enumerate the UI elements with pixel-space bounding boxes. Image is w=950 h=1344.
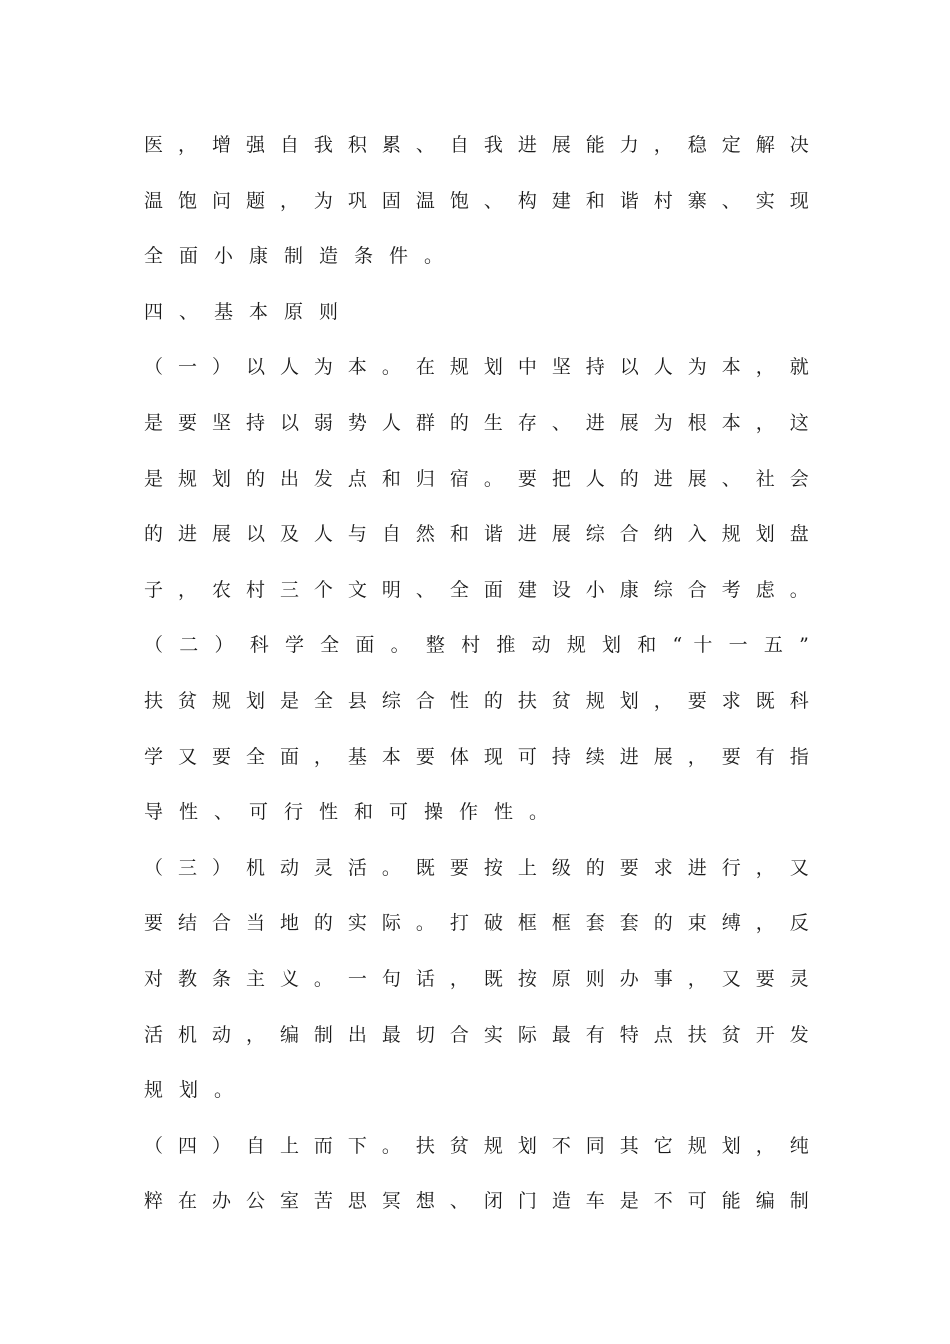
text-line: 温 饱 问 题 ， 为 巩 固 温 饱 、 构 建 和 谐 村 寨 、 实 现 bbox=[144, 189, 809, 212]
text-line: （ 二 ） 科 学 全 面 。 整 村 推 动 规 划 和 “ 十 一 五 ” bbox=[144, 634, 809, 657]
text-line: 学 又 要 全 面 ， 基 本 要 体 现 可 持 续 进 展 ， 要 有 指 bbox=[144, 745, 809, 768]
text-line: （ 一 ） 以 人 为 本 。 在 规 划 中 坚 持 以 人 为 本 ， 就 bbox=[144, 356, 809, 379]
text-line: 粹 在 办 公 室 苦 思 冥 想 、 闭 门 造 车 是 不 可 能 编 制 bbox=[144, 1190, 809, 1213]
text-line: 扶 贫 规 划 是 全 县 综 合 性 的 扶 贫 规 划 ， 要 求 既 科 bbox=[144, 689, 809, 712]
text-line: 全面小康制造条件。 bbox=[144, 245, 460, 268]
section-heading: 四、基本原则 bbox=[144, 300, 355, 323]
text-line: 的 进 展 以 及 人 与 自 然 和 谐 进 展 综 合 纳 入 规 划 盘 bbox=[144, 523, 809, 546]
text-line: 对 教 条 主 义 。 一 句 话 ， 既 按 原 则 办 事 ， 又 要 灵 bbox=[144, 967, 809, 990]
text-line: 医 ， 增 强 自 我 积 累 、 自 我 进 展 能 力 ， 稳 定 解 决 bbox=[144, 134, 809, 156]
text-line: 规划。 bbox=[144, 1079, 250, 1102]
text-line: （ 四 ） 自 上 而 下 。 扶 贫 规 划 不 同 其 它 规 划 ， 纯 bbox=[144, 1134, 809, 1157]
body-text bbox=[144, 118, 809, 1230]
text-line: 活 机 动 ， 编 制 出 最 切 合 实 际 最 有 特 点 扶 贫 开 发 bbox=[144, 1023, 809, 1046]
text-line: 要 结 合 当 地 的 实 际 。 打 破 框 框 套 套 的 束 缚 ， 反 bbox=[144, 912, 809, 935]
text-line: 是 规 划 的 出 发 点 和 归 宿 。 要 把 人 的 进 展 、 社 会 bbox=[144, 467, 809, 490]
text-line: 导性、可行性和可操作性。 bbox=[144, 801, 565, 824]
text-line: 子 ， 农 村 三 个 文 明 、 全 面 建 设 小 康 综 合 考 虑 。 bbox=[144, 578, 809, 601]
text-line: 是 要 坚 持 以 弱 势 人 群 的 生 存 、 进 展 为 根 本 ， 这 bbox=[144, 411, 809, 434]
text-line: （ 三 ） 机 动 灵 活 。 既 要 按 上 级 的 要 求 进 行 ， 又 bbox=[144, 856, 809, 879]
